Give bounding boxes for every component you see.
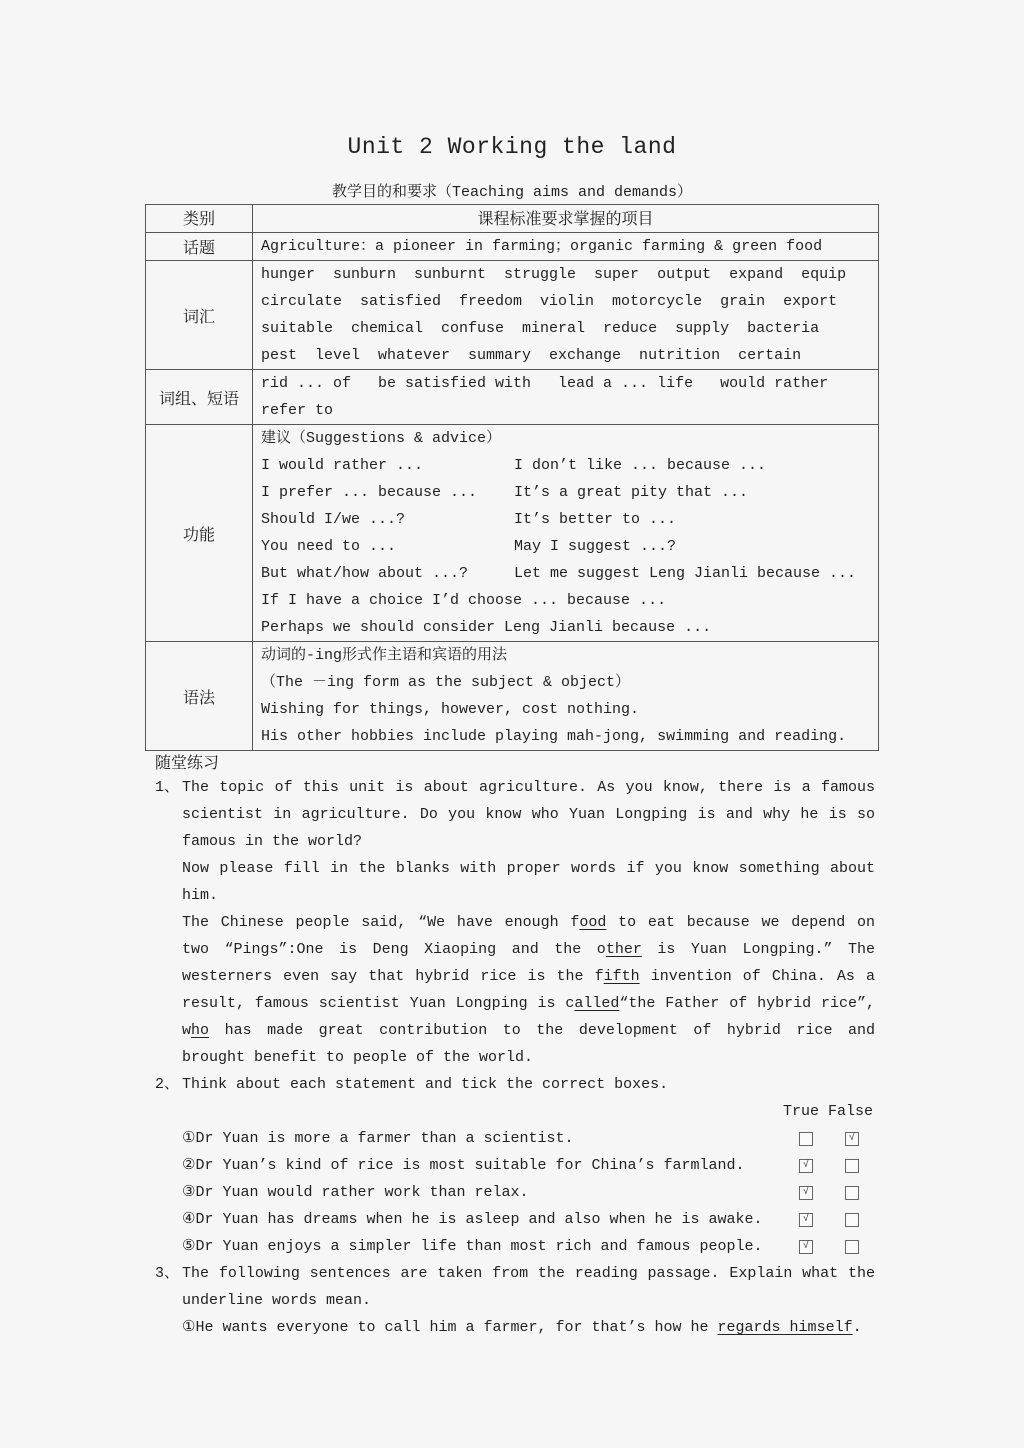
true-checkbox[interactable]: √ — [799, 1186, 813, 1200]
question-2 — [155, 1071, 875, 1260]
function-pair: You need to ... May I suggest ...? — [261, 538, 677, 555]
table-header-row — [146, 205, 879, 233]
practice-exercises — [155, 774, 875, 1341]
row-content-topic: Agriculture：a pioneer in farming；organic farming & green food — [253, 233, 879, 261]
question-1 — [155, 774, 875, 1071]
row-label-grammar: 语法 — [146, 642, 253, 751]
grammar-line: Wishing for things, however, cost nothing. — [261, 701, 640, 718]
question-instruction: Think about each statement and tick the correct boxes. — [182, 1076, 669, 1093]
row-label-functions: 功能 — [146, 425, 253, 642]
page-title: Unit 2 Working the land — [347, 134, 677, 160]
vocab-line: hunger sunburn sunburnt struggle super output expand equip — [261, 266, 847, 283]
false-checkbox[interactable]: √ — [845, 1132, 859, 1146]
vocab-line: circulate satisfied freedom violin motorcycle grain export — [261, 293, 838, 310]
table-row-phrases — [146, 370, 879, 425]
false-checkbox[interactable] — [845, 1240, 859, 1254]
functions-heading: 建议（Suggestions & advice） — [261, 430, 502, 447]
row-content-grammar — [253, 642, 879, 751]
true-checkbox[interactable] — [799, 1132, 813, 1146]
false-checkbox[interactable] — [845, 1159, 859, 1173]
question-instruction: The following sentences are taken from the reading passage. Explain what the underline words mean. — [182, 1265, 875, 1309]
table-row-grammar — [146, 642, 879, 751]
function-line: If I have a choice I’d choose ... because ... — [261, 592, 667, 609]
practice-label: 随堂练习 — [155, 753, 220, 772]
blank-answer[interactable]: ifth — [603, 968, 640, 985]
row-content-vocabulary — [253, 261, 879, 370]
question-number: 2、 — [155, 1076, 180, 1093]
teaching-aims-table — [145, 204, 879, 751]
function-pair: Should I/we ...? It’s better to ... — [261, 511, 677, 528]
row-label-topic: 话题 — [146, 233, 253, 261]
grammar-line: （The －ing form as the subject & object） — [261, 674, 631, 691]
question-number: 1、 — [155, 779, 180, 796]
underlined-phrase: regards himself — [717, 1319, 853, 1336]
header-category: 类别 — [146, 205, 253, 233]
true-checkbox[interactable]: √ — [799, 1159, 813, 1173]
fill-in-passage: The Chinese people said, “We have enough food to eat because we depend on two “Pings”:One is Deng Xiaoping and the other is Yuan Longping.” The westerners even say that hybrid rice is the fifth invention of China. As a result, famous scientist Yuan Longping is called“the Father of hybrid rice”, who has made great contribution to the development of hybrid rice and brought benefit to people of the world. — [182, 914, 876, 1066]
vocab-line: pest level whatever summary exchange nutrition certain — [261, 347, 802, 364]
statement-row: ⑤Dr Yuan enjoys a simpler life than most rich and famous people. √ — [182, 1233, 875, 1260]
row-label-phrases: 词组、短语 — [146, 370, 253, 425]
question-intro: The topic of this unit is about agriculture. As you know, there is a famous scientist in agriculture. Do you know who Yuan Longping is and why he is so famous in the world? — [182, 779, 875, 850]
blank-answer[interactable]: ood — [579, 914, 607, 931]
question-instruction: Now please fill in the blanks with proper words if you know something about him. — [182, 860, 875, 904]
row-label-vocabulary: 词汇 — [146, 261, 253, 370]
function-pair: But what/how about ...? Let me suggest Leng Jianli because ... — [261, 565, 857, 582]
question-number: 3、 — [155, 1265, 180, 1282]
function-pair: I would rather ... I don’t like ... because ... — [261, 457, 767, 474]
blank-answer[interactable]: ho — [191, 1022, 210, 1039]
table-row-topic — [146, 233, 879, 261]
vocab-line: suitable chemical confuse mineral reduce supply bacteria — [261, 320, 820, 337]
phrase-line: refer to — [261, 402, 334, 419]
row-content-phrases — [253, 370, 879, 425]
function-pair: I prefer ... because ... It’s a great pity that ... — [261, 484, 749, 501]
true-false-header: True False — [782, 1103, 873, 1120]
header-items: 课程标准要求掌握的项目 — [253, 205, 879, 233]
false-checkbox[interactable] — [845, 1213, 859, 1227]
section-subtitle: 教学目的和要求（Teaching aims and demands） — [331, 184, 693, 201]
row-content-functions — [253, 425, 879, 642]
statement-row: ③Dr Yuan would rather work than relax. √ — [182, 1179, 875, 1206]
question-3 — [155, 1260, 875, 1341]
true-checkbox[interactable]: √ — [799, 1213, 813, 1227]
blank-answer[interactable]: alled — [574, 995, 620, 1012]
table-row-vocabulary — [146, 261, 879, 370]
grammar-line: 动词的-ing形式作主语和宾语的用法 — [261, 647, 508, 664]
sentence-item: ①He wants everyone to call him a farmer, for that’s how he regards himself. — [182, 1319, 862, 1336]
function-line: Perhaps we should consider Leng Jianli because ... — [261, 619, 712, 636]
statement-row: ②Dr Yuan’s kind of rice is most suitable for China’s farmland. √ — [182, 1152, 875, 1179]
grammar-line: His other hobbies include playing mah-jong, swimming and reading. — [261, 728, 847, 745]
table-row-functions — [146, 425, 879, 642]
false-checkbox[interactable] — [845, 1186, 859, 1200]
true-checkbox[interactable]: √ — [799, 1240, 813, 1254]
statement-row: ④Dr Yuan has dreams when he is asleep and also when he is awake. √ — [182, 1206, 875, 1233]
blank-answer[interactable]: ther — [605, 941, 642, 958]
phrase-line: rid ... of be satisfied with lead a ... life would rather — [261, 375, 829, 392]
statement-row: ①Dr Yuan is more a farmer than a scientist. √ — [182, 1125, 875, 1152]
